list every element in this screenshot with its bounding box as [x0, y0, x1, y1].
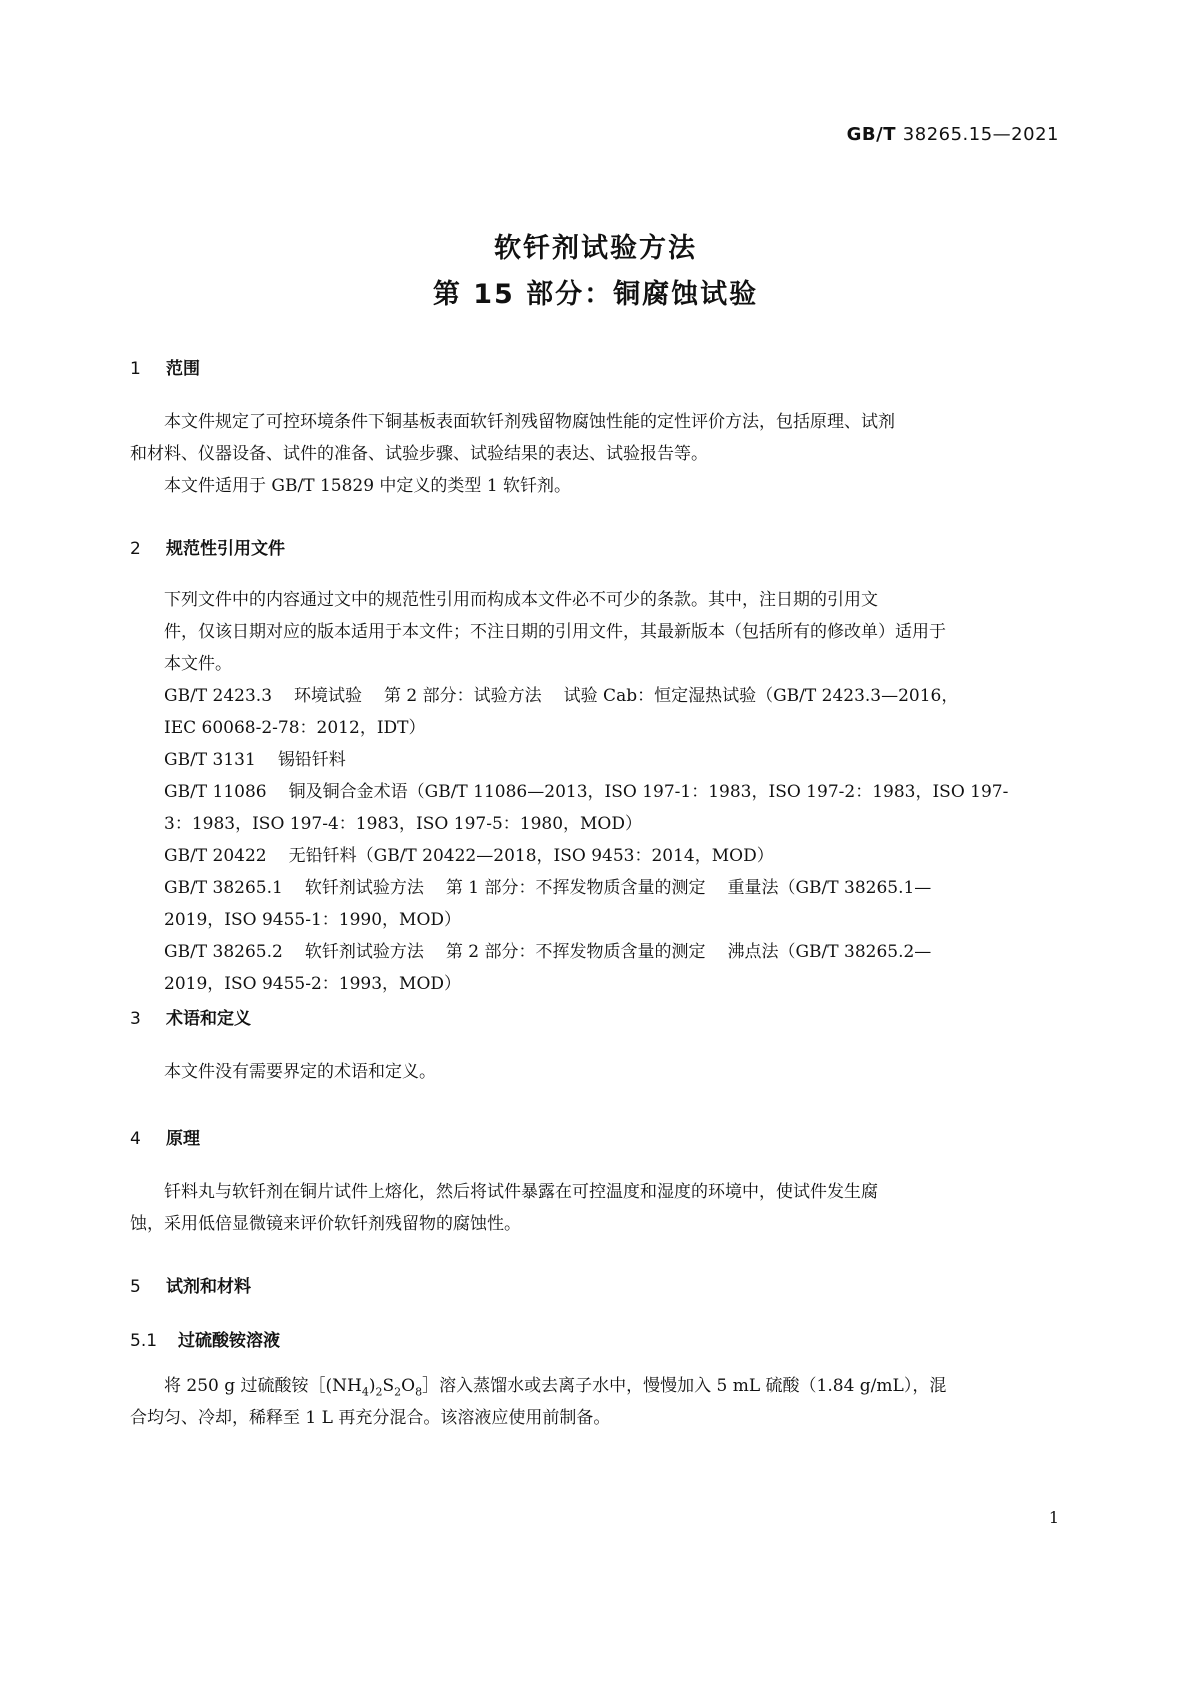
reference-item-cont — [130, 904, 1060, 936]
ref-code: GB/T 11086 — [164, 782, 267, 802]
text-segment: S — [382, 1376, 395, 1396]
paragraph — [130, 1370, 1060, 1402]
section-2-heading — [130, 534, 285, 559]
ref-part: 第 1 部分：不挥发物质含量的测定 — [445, 878, 706, 898]
subscript: 2 — [394, 1385, 402, 1399]
section-title: 术语和定义 — [166, 1009, 251, 1029]
ref-code: GB/T 20422 — [164, 846, 267, 866]
ref-code: GB/T 38265.1 — [164, 878, 283, 898]
ref-title: 无铅钎料（GB/T 20422—2018，ISO 9453：2014，MOD） — [288, 846, 774, 866]
section-title: 范围 — [166, 359, 200, 379]
section-3-heading — [130, 1004, 251, 1029]
text-line: 本文件没有需要界定的术语和定义。 — [164, 1062, 436, 1082]
paragraph — [130, 1176, 1060, 1208]
section-4-body — [130, 1176, 1060, 1240]
standard-prefix: GB/T — [846, 124, 897, 145]
text-line: 合均匀、冷却，稀释至 1 L 再充分混合。该溶液应使用前制备。 — [130, 1408, 611, 1428]
text-line: 和材料、仪器设备、试件的准备、试验步骤、试验结果的表达、试验报告等。 — [130, 444, 708, 464]
page-number: 1 — [1048, 1508, 1059, 1527]
subscript: 8 — [415, 1385, 423, 1399]
section-title: 过硫酸铵溶液 — [178, 1331, 280, 1351]
subscript: 4 — [361, 1385, 369, 1399]
ref-title: 软钎剂试验方法 — [304, 878, 424, 898]
text-segment: ］溶入蒸馏水或去离子水中，慢慢加入 5 mL 硫酸（1.84 g/mL），混 — [422, 1376, 947, 1396]
paragraph — [130, 406, 1060, 438]
section-5-1-heading — [130, 1326, 280, 1351]
standard-code: 38265.15—2021 — [902, 124, 1059, 145]
ref-code: GB/T 3131 — [164, 750, 256, 770]
paragraph-cont — [130, 438, 1060, 470]
reference-item-cont — [130, 808, 1060, 840]
paragraph — [130, 1056, 1060, 1088]
section-number: 3 — [130, 1009, 141, 1029]
text-line: 下列文件中的内容通过文中的规范性引用而构成本文件必不可少的条款。其中，注日期的引用文 — [164, 590, 878, 610]
reference-item — [130, 936, 1060, 968]
paragraph — [130, 470, 1060, 502]
section-number: 2 — [130, 539, 141, 559]
text-segment: ) — [368, 1376, 376, 1396]
paragraph-cont — [130, 616, 1060, 648]
text-line: 蚀，采用低倍显微镜来评价软钎剂残留物的腐蚀性。 — [130, 1214, 521, 1234]
section-5-1-body — [130, 1370, 1060, 1434]
ref-title: 锡铅钎料 — [277, 750, 346, 770]
section-number: 5 — [130, 1277, 141, 1297]
section-1-heading — [130, 354, 200, 379]
reference-item-cont — [130, 968, 1060, 1000]
ref-cont: 2019，ISO 9455-2：1993，MOD） — [164, 974, 462, 994]
ref-part: 第 2 部分：不挥发物质含量的测定 — [445, 942, 706, 962]
ref-cont: 2019，ISO 9455-1：1990，MOD） — [164, 910, 462, 930]
standard-number — [847, 124, 1059, 145]
section-number: 1 — [130, 359, 141, 379]
ref-cont: 3：1983，ISO 197-4：1983，ISO 197-5：1980，MOD） — [164, 814, 643, 834]
text-line: 钎料丸与软钎剂在铜片试件上熔化，然后将试件暴露在可控温度和湿度的环境中，使试件发生腐 — [164, 1182, 878, 1202]
ref-extra: 重量法（GB/T 38265.1— — [727, 878, 932, 898]
text-segment: O — [401, 1376, 416, 1396]
text-line: 件，仅该日期对应的版本适用于本文件；不注日期的引用文件，其最新版本（包括所有的修改单）适用于 — [164, 622, 946, 642]
ref-code: GB/T 2423.3 — [164, 686, 273, 706]
ref-title: 环境试验 — [294, 686, 363, 706]
text-line: 本文件规定了可控环境条件下铜基板表面软钎剂残留物腐蚀性能的定性评价方法，包括原理、试剂 — [164, 412, 895, 432]
reference-item — [130, 872, 1060, 904]
text-line: 本文件。 — [164, 654, 232, 674]
text-segment: 将 250 g 过硫酸铵［(NH — [164, 1376, 362, 1396]
ref-code: GB/T 38265.2 — [164, 942, 283, 962]
document-subtitle: 第 15 部分：铜腐蚀试验 — [432, 279, 759, 310]
ref-title: 软钎剂试验方法 — [304, 942, 424, 962]
section-5-heading — [130, 1272, 251, 1297]
paragraph-cont — [130, 1208, 1060, 1240]
ref-extra: 沸点法（GB/T 38265.2— — [727, 942, 932, 962]
section-title: 原理 — [166, 1129, 200, 1149]
reference-item — [130, 744, 1060, 776]
section-number: 5.1 — [130, 1331, 158, 1351]
reference-item — [130, 680, 1060, 712]
paragraph-cont — [130, 648, 1060, 680]
section-1-body — [130, 406, 1060, 502]
text-line: 本文件适用于 GB/T 15829 中定义的类型 1 软钎剂。 — [164, 476, 572, 496]
reference-item — [130, 776, 1060, 808]
section-title: 试剂和材料 — [166, 1277, 251, 1297]
reference-item-cont — [130, 712, 1060, 744]
document-title: 软钎剂试验方法 — [494, 233, 697, 264]
section-number: 4 — [130, 1129, 141, 1149]
section-3-body — [130, 1056, 1060, 1088]
ref-cont: IEC 60068-2-78：2012，IDT） — [164, 718, 426, 738]
ref-part: 第 2 部分：试验方法 — [384, 686, 542, 706]
ref-title: 铜及铜合金术语（GB/T 11086—2013，ISO 197-1：1983，ISO 197-2：1983，ISO 197- — [288, 782, 1009, 802]
ref-extra: 试验 Cab：恒定湿热试验（GB/T 2423.3—2016， — [563, 686, 959, 706]
paragraph-cont — [130, 1402, 1060, 1434]
paragraph — [130, 584, 1060, 616]
reference-item — [130, 840, 1060, 872]
subscript: 2 — [375, 1385, 383, 1399]
section-title: 规范性引用文件 — [166, 539, 285, 559]
section-4-heading — [130, 1124, 200, 1149]
section-2-body — [130, 584, 1060, 1000]
